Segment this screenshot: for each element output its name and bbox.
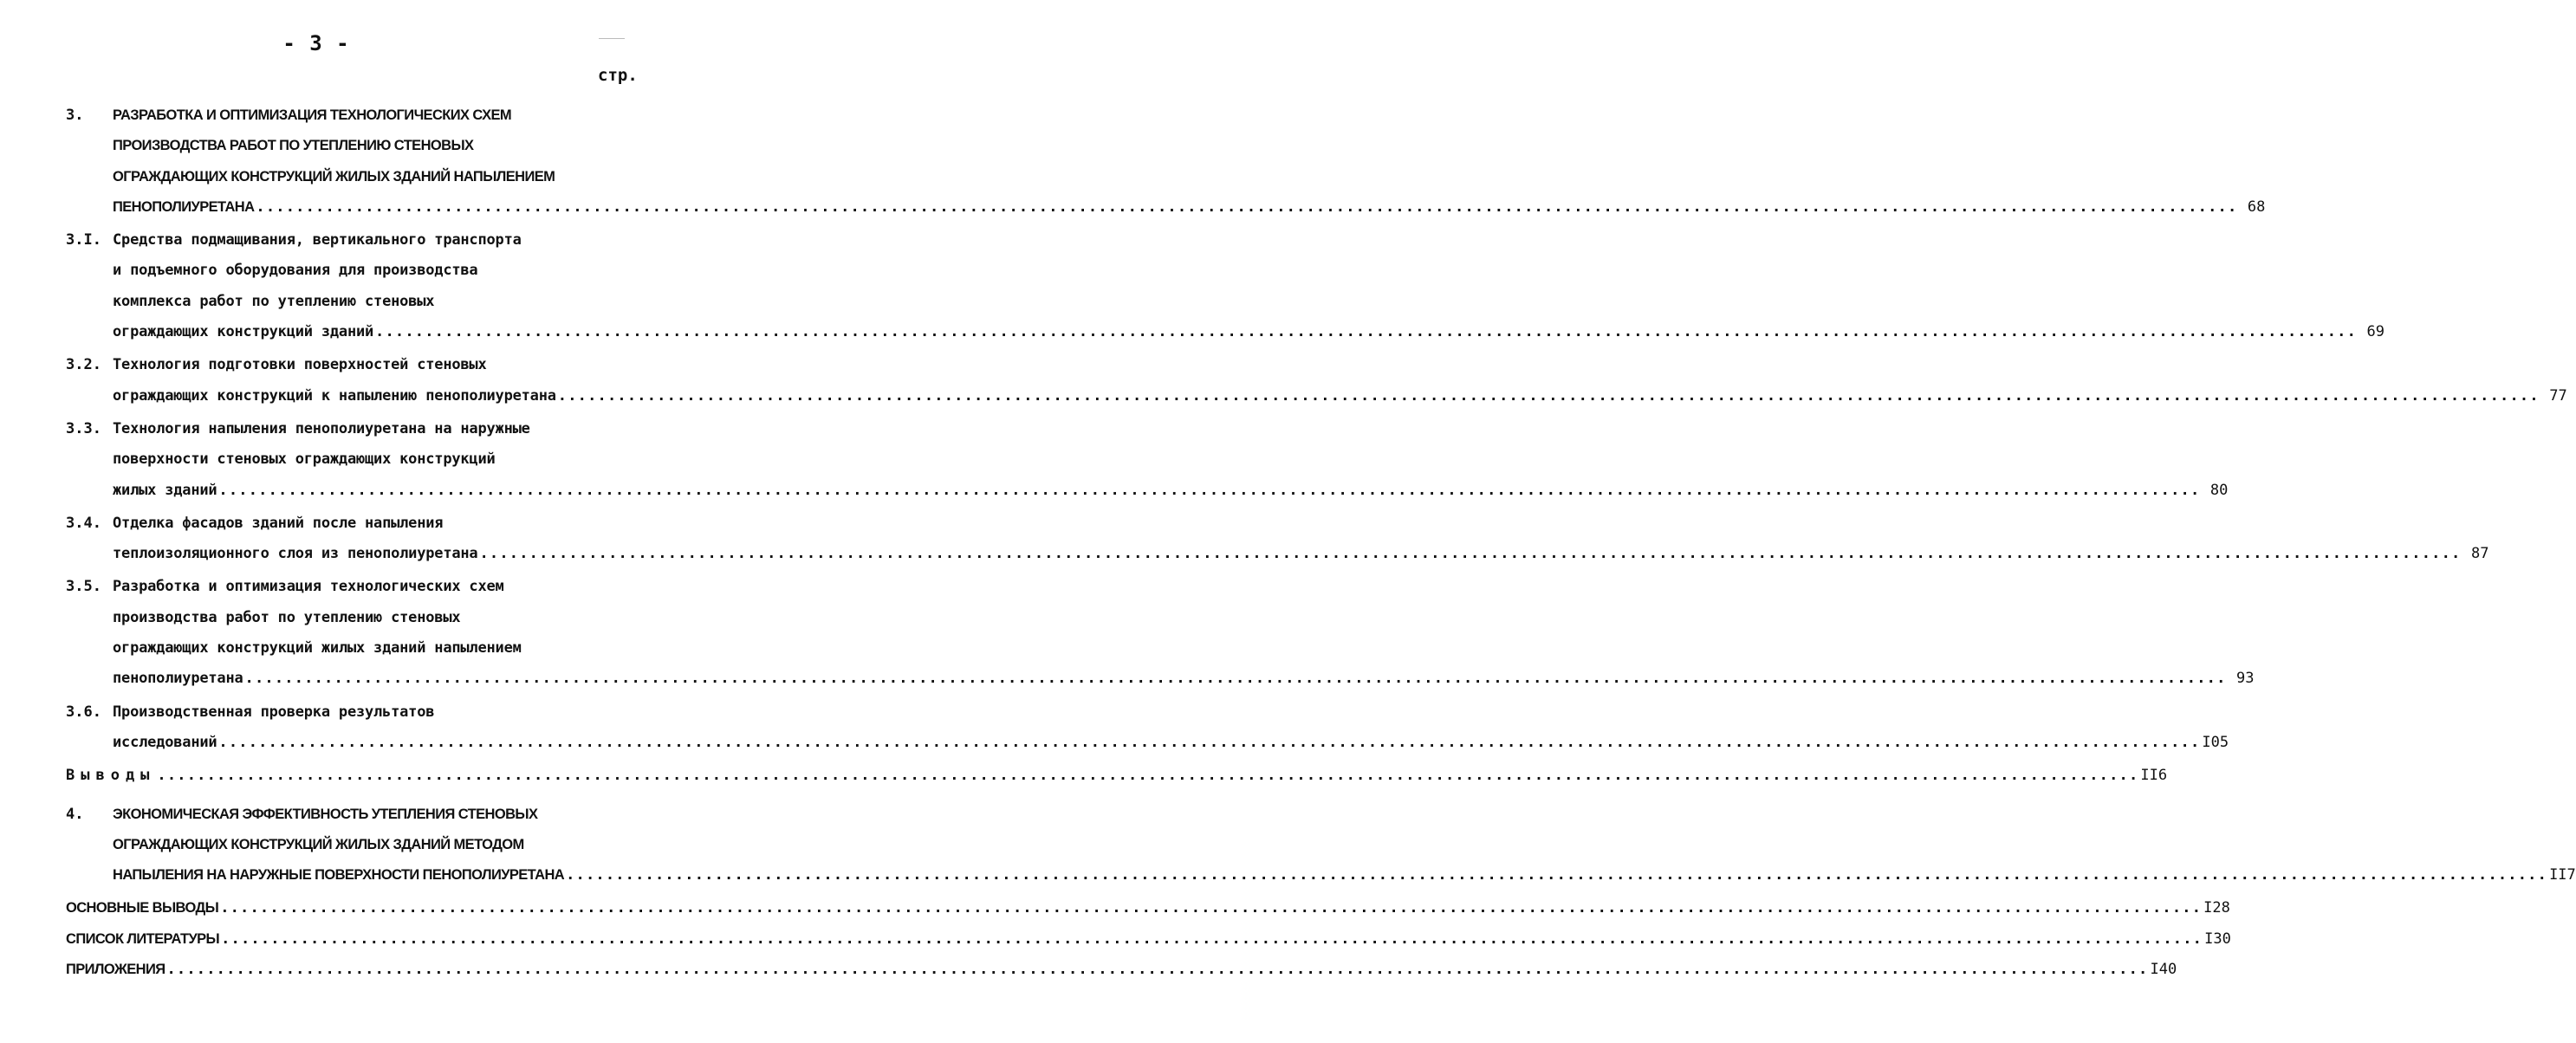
toc-page-number: 80 (2209, 481, 2229, 499)
toc-entry (66, 800, 2576, 891)
toc-entry (66, 697, 2229, 759)
toc-section-number: 3. (66, 107, 84, 124)
toc-leader-dots: ........................................................................................................................................................................................................ (157, 767, 2139, 785)
toc-line (66, 955, 2177, 985)
page-number: - 3 - (282, 31, 350, 55)
toc-title-text: НАПЫЛЕНИЯ НА НАРУЖНЫЕ ПОВЕРХНОСТИ ПЕНОПОЛИУРЕТАНА (113, 867, 565, 884)
toc-title-text: теплоизоляционного слоя из пенополиуретана (113, 545, 478, 563)
toc-entry (66, 350, 2567, 411)
toc-section-number: 3.6. (66, 703, 101, 721)
toc-title-text: ОГРАЖДАЮЩИХ КОНСТРУКЦИЙ ЖИЛЫХ ЗДАНИЙ МЕТОДОМ (113, 836, 524, 852)
toc-line (66, 633, 648, 664)
toc-title-text: Разработка и оптимизация технологических схем (113, 578, 504, 596)
toc-leader-dots: ........................................................................................................................................................................................................ (244, 670, 2227, 688)
toc-section-number: 4. (66, 805, 84, 823)
toc-title-text: Технология напыления пенополиуретана на наружные (113, 419, 530, 437)
toc-line (66, 761, 2168, 791)
toc-line (66, 350, 648, 380)
toc-title-text: Технология подготовки поверхностей стеновых (113, 356, 487, 374)
toc-leader-dots: ........................................................................................................................................................................................................ (218, 481, 2201, 499)
toc-leader-dots: ........................................................................................................................................................................................................ (166, 961, 2149, 979)
toc-line (66, 800, 648, 830)
toc-section-number: 3.4. (66, 514, 101, 532)
toc-leader-dots: ........................................................................................................................................................................................................ (375, 323, 2358, 341)
toc-entry (66, 509, 2489, 570)
toc-title-text: жилых зданий (113, 481, 217, 499)
toc-page-number: I40 (2150, 961, 2177, 979)
toc-title-text: ограждающих конструкций к напылению пенополиуретана (113, 386, 556, 405)
toc-entry (66, 225, 2385, 347)
toc-title-text: ПРИЛОЖЕНИЯ (66, 962, 165, 978)
toc-leader-dots: ........................................................................................................................................................................................................ (218, 733, 2201, 751)
toc-entry (66, 924, 2231, 955)
toc-entry (66, 100, 2266, 223)
toc-line (66, 697, 648, 728)
toc-title-text: ограждающих конструкций зданий (113, 323, 374, 341)
toc-section-number: 3.3. (66, 419, 101, 437)
toc-title-text: Производственная проверка результатов (113, 703, 435, 721)
toc-line (66, 728, 2229, 758)
toc-line (66, 100, 648, 131)
toc-section-number: 3.5. (66, 578, 101, 596)
toc-line (66, 830, 648, 860)
toc-title-text: и подъемного оборудования для производства (113, 262, 478, 280)
toc-line (66, 444, 648, 475)
toc-line (66, 256, 648, 286)
toc-line (66, 317, 2385, 347)
toc-title-text: ПРОИЗВОДСТВА РАБОТ ПО УТЕПЛЕНИЮ СТЕНОВЫХ (113, 138, 474, 154)
toc-leader-dots: ........................................................................................................................................................................................................ (256, 198, 2238, 216)
toc-line (66, 381, 2567, 411)
toc-title-text: РАЗРАБОТКА И ОПТИМИЗАЦИЯ ТЕХНОЛОГИЧЕСКИХ СХЕМ (113, 107, 512, 123)
toc-line (66, 509, 648, 539)
toc-title-text: ОГРАЖДАЮЩИХ КОНСТРУКЦИЙ ЖИЛЫХ ЗДАНИЙ НАПЫЛЕНИЕМ (113, 168, 555, 185)
toc-line (66, 572, 648, 602)
toc-page-number: 93 (2236, 670, 2255, 688)
table-of-contents (66, 100, 2576, 985)
toc-page-number: II7 (2549, 866, 2576, 884)
toc-entry (66, 572, 2255, 694)
toc-line (66, 893, 2230, 923)
toc-title-text: комплекса работ по утеплению стеновых (113, 292, 435, 310)
toc-line (66, 476, 2229, 506)
toc-leader-dots: ........................................................................................................................................................................................................ (221, 930, 2203, 948)
toc-page-number: I30 (2204, 930, 2231, 948)
toc-title-text: ОСНОВНЫЕ ВЫВОДЫ (66, 900, 219, 917)
toc-line (66, 225, 648, 256)
page-column-label: стр. (598, 66, 638, 85)
toc-line (66, 603, 648, 633)
toc-page-number: I28 (2203, 899, 2230, 917)
toc-entry (66, 761, 2168, 791)
toc-title-text: исследований (113, 733, 217, 751)
toc-leader-dots: ........................................................................................................................................................................................................ (479, 545, 2462, 563)
toc-page-number: 87 (2470, 545, 2489, 563)
toc-leader-dots: ........................................................................................................................................................................................................ (557, 386, 2540, 405)
toc-leader-dots: ........................................................................................................................................................................................................ (220, 899, 2203, 917)
toc-entry (66, 414, 2229, 506)
toc-title-text: производства работ по утеплению стеновых (113, 608, 461, 626)
toc-line (66, 664, 2255, 694)
toc-page-number: II6 (2140, 767, 2168, 785)
toc-line (66, 539, 2489, 569)
toc-title-text: ПЕНОПОЛИУРЕТАНА (113, 198, 255, 215)
toc-title-text: пенополиуретана (113, 670, 243, 688)
toc-leader-dots: ........................................................................................................................................................................................................ (566, 866, 2548, 884)
toc-title-text: ограждающих конструкций жилых зданий напылением (113, 639, 522, 658)
toc-line (66, 131, 648, 161)
toc-title-text: Выводы (66, 767, 156, 785)
toc-title-text: Отделка фасадов зданий после напыления (113, 514, 444, 532)
toc-section-number: 3.2. (66, 356, 101, 374)
toc-line (66, 924, 2231, 955)
toc-line (66, 162, 648, 192)
toc-section-number: 3.I. (66, 231, 101, 249)
toc-line (66, 414, 648, 444)
toc-page-number: 68 (2247, 198, 2266, 216)
toc-title-text: ЭКОНОМИЧЕСКАЯ ЭФФЕКТИВНОСТЬ УТЕПЛЕНИЯ СТЕНОВЫХ (113, 806, 538, 822)
toc-page-number: 69 (2366, 323, 2385, 341)
toc-page-number: I05 (2202, 733, 2229, 751)
toc-title-text: поверхности стеновых ограждающих конструкций (113, 450, 496, 469)
toc-title-text: Средства подмащивания, вертикального транспорта (113, 231, 522, 249)
toc-line (66, 287, 648, 317)
toc-entry (66, 893, 2230, 923)
toc-line (66, 860, 2576, 891)
toc-line (66, 192, 2266, 223)
toc-page-number: 77 (2549, 386, 2567, 405)
toc-title-text: СПИСОК ЛИТЕРАТУРЫ (66, 930, 220, 947)
toc-entry (66, 955, 2177, 985)
